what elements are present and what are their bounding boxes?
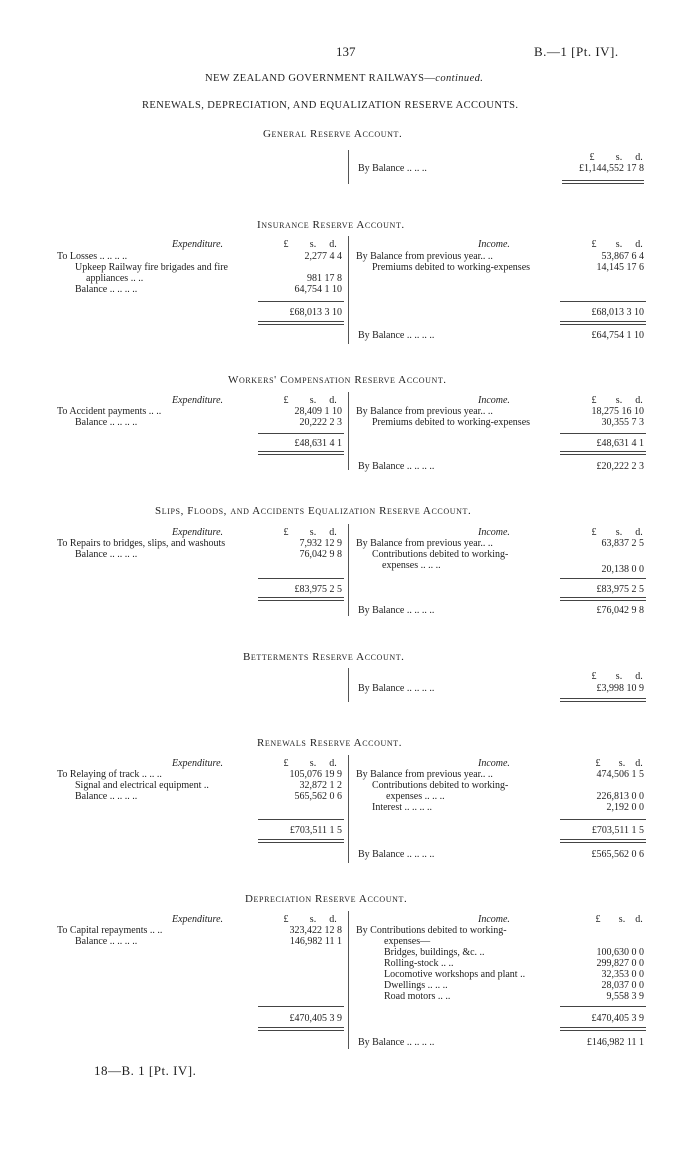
col-head-shillings: s. bbox=[309, 239, 317, 250]
col-head-pence: d. bbox=[329, 239, 337, 250]
col-head-shillings: s. bbox=[309, 758, 317, 769]
by-balance-label: By Balance .. .. .. .. bbox=[358, 683, 435, 694]
rule bbox=[562, 180, 644, 184]
expenditure-heading: Expenditure. bbox=[172, 758, 224, 769]
expenditure-amount: 20,222 2 3 bbox=[299, 417, 342, 428]
income-line: Bridges, buildings, &c. .. bbox=[384, 947, 485, 958]
expenditure-amount: 28,409 1 10 bbox=[294, 406, 342, 417]
by-balance-label: By Balance .. .. .. .. bbox=[358, 461, 435, 472]
expenditure-line: To Repairs to bridges, slips, and washouts bbox=[57, 538, 226, 549]
total-amount: £470,405 3 9 bbox=[289, 1013, 342, 1024]
income-amount: 9,558 3 9 bbox=[606, 991, 644, 1002]
total-amount: £703,511 1 5 bbox=[289, 825, 342, 836]
income-line: Premiums debited to working-expenses bbox=[372, 417, 531, 428]
total-amount: £48,631 4 1 bbox=[596, 438, 644, 449]
income-line: Contributions debited to working- bbox=[372, 549, 509, 560]
rule bbox=[258, 597, 344, 601]
section-title-general: General Reserve Account. bbox=[263, 128, 403, 140]
expenditure-heading: Expenditure. bbox=[172, 527, 224, 538]
income-amount: 299,827 0 0 bbox=[596, 958, 644, 969]
expenditure-line: To Accident payments .. .. bbox=[57, 406, 162, 417]
rule bbox=[258, 451, 344, 455]
income-line: By Balance from previous year.. .. bbox=[356, 538, 493, 549]
col-head-pounds: £ bbox=[589, 152, 595, 163]
by-balance-label: By Balance .. .. .. bbox=[358, 163, 427, 174]
expenditure-amount: 146,982 11 1 bbox=[289, 936, 342, 947]
income-line: expenses .. .. .. bbox=[382, 560, 441, 571]
col-head-pounds: £ bbox=[283, 527, 289, 538]
col-head-shillings: s. bbox=[615, 527, 623, 538]
income-line: Interest .. .. .. .. bbox=[372, 802, 432, 813]
col-head-shillings: s. bbox=[615, 152, 623, 163]
rule bbox=[560, 451, 646, 455]
income-line: Premiums debited to working-expenses bbox=[372, 262, 531, 273]
rule bbox=[560, 301, 646, 302]
income-amount: 30,355 7 3 bbox=[601, 417, 644, 428]
col-head-shillings: s. bbox=[309, 395, 317, 406]
total-amount: £703,511 1 5 bbox=[591, 825, 644, 836]
income-line: Dwellings .. .. .. bbox=[384, 980, 448, 991]
income-line: By Balance from previous year.. .. bbox=[356, 406, 493, 417]
rule bbox=[560, 1006, 646, 1007]
col-head-pence: d. bbox=[329, 914, 337, 925]
rule bbox=[258, 301, 344, 302]
rule bbox=[258, 1027, 344, 1031]
expenditure-amount: 7,932 12 9 bbox=[299, 538, 342, 549]
income-line: By Balance from previous year.. .. bbox=[356, 769, 493, 780]
rule bbox=[258, 433, 344, 434]
expenditure-line: Balance .. .. .. .. bbox=[75, 791, 138, 802]
by-balance-amount: £565,562 0 6 bbox=[591, 849, 644, 860]
total-amount: £68,013 3 10 bbox=[289, 307, 342, 318]
section-title-insurance: Insurance Reserve Account. bbox=[257, 219, 405, 231]
ledger-divider bbox=[348, 755, 349, 863]
income-heading: Income. bbox=[478, 239, 510, 250]
income-amount: 32,353 0 0 bbox=[601, 969, 644, 980]
by-balance-amount: £3,998 10 9 bbox=[596, 683, 644, 694]
income-line: Locomotive workshops and plant .. bbox=[384, 969, 526, 980]
col-head-pence: d. bbox=[635, 527, 643, 538]
expenditure-heading: Expenditure. bbox=[172, 239, 224, 250]
expenditure-line: To Capital repayments .. .. bbox=[57, 925, 163, 936]
income-amount: 18,275 16 10 bbox=[591, 406, 644, 417]
income-amount: 63,837 2 5 bbox=[601, 538, 644, 549]
ledger-divider bbox=[348, 150, 349, 184]
col-head-shillings: s. bbox=[309, 914, 317, 925]
col-head-shillings: s. bbox=[618, 758, 626, 769]
expenditure-line: appliances .. .. bbox=[86, 273, 144, 284]
income-line: expenses— bbox=[384, 936, 431, 947]
section-title-depreciation: Depreciation Reserve Account. bbox=[245, 893, 408, 905]
by-balance-label: By Balance .. .. .. .. bbox=[358, 330, 435, 341]
by-balance-label: By Balance .. .. .. .. bbox=[358, 1037, 435, 1048]
expenditure-line: Upkeep Railway fire brigades and fire bbox=[75, 262, 228, 273]
expenditure-amount: 32,872 1 2 bbox=[299, 780, 342, 791]
income-amount: 53,867 6 4 bbox=[601, 251, 644, 262]
col-head-pounds: £ bbox=[595, 914, 601, 925]
col-head-pounds: £ bbox=[283, 914, 289, 925]
income-amount: 226,813 0 0 bbox=[596, 791, 644, 802]
ledger-divider bbox=[348, 236, 349, 344]
ledger-divider bbox=[348, 911, 349, 1049]
income-heading: Income. bbox=[478, 758, 510, 769]
rule bbox=[258, 1006, 344, 1007]
col-head-pence: d. bbox=[635, 395, 643, 406]
expenditure-amount: 2,277 4 4 bbox=[304, 251, 342, 262]
page-signature: 18—B. 1 [Pt. IV]. bbox=[94, 1063, 197, 1078]
income-line: Rolling-stock .. .. bbox=[384, 958, 454, 969]
col-head-pounds: £ bbox=[591, 671, 597, 682]
income-line: By Balance from previous year.. .. bbox=[356, 251, 493, 262]
col-head-shillings: s. bbox=[618, 914, 626, 925]
income-amount: 100,630 0 0 bbox=[596, 947, 644, 958]
section-title-slips: Slips, Floods, and Accidents Equalization Reserve Account. bbox=[155, 505, 472, 517]
income-line: Road motors .. .. bbox=[384, 991, 451, 1002]
col-head-pounds: £ bbox=[595, 758, 601, 769]
by-balance-amount: £76,042 9 8 bbox=[596, 605, 644, 616]
rule bbox=[560, 819, 646, 820]
ledger-divider bbox=[348, 668, 349, 702]
document-reference: B.—1 [Pt. IV]. bbox=[534, 44, 619, 59]
col-head-pounds: £ bbox=[283, 239, 289, 250]
col-head-shillings: s. bbox=[309, 527, 317, 538]
col-head-pounds: £ bbox=[283, 395, 289, 406]
expenditure-line: Balance .. .. .. .. bbox=[75, 936, 138, 947]
col-head-pence: d. bbox=[329, 527, 337, 538]
expenditure-amount: 981 17 8 bbox=[307, 273, 342, 284]
income-amount: 474,506 1 5 bbox=[596, 769, 644, 780]
expenditure-amount: 105,076 19 9 bbox=[289, 769, 342, 780]
income-amount: 2,192 0 0 bbox=[606, 802, 644, 813]
rule bbox=[258, 578, 344, 579]
expenditure-amount: 64,754 1 10 bbox=[294, 284, 342, 295]
income-amount: 20,138 0 0 bbox=[601, 564, 644, 575]
expenditure-line: To Losses .. .. .. .. bbox=[57, 251, 128, 262]
col-head-shillings: s. bbox=[615, 239, 623, 250]
col-head-pounds: £ bbox=[591, 239, 597, 250]
col-head-shillings: s. bbox=[615, 395, 623, 406]
by-balance-amount: £146,982 11 1 bbox=[586, 1037, 644, 1048]
rule bbox=[560, 433, 646, 434]
col-head-pence: d. bbox=[635, 239, 643, 250]
income-heading: Income. bbox=[478, 914, 510, 925]
expenditure-line: Balance .. .. .. .. bbox=[75, 284, 138, 295]
col-head-pounds: £ bbox=[283, 758, 289, 769]
running-title-main: NEW ZEALAND GOVERNMENT RAILWAYS— bbox=[205, 73, 436, 84]
rule bbox=[258, 819, 344, 820]
col-head-pence: d. bbox=[635, 758, 643, 769]
expenditure-line: Balance .. .. .. .. bbox=[75, 549, 138, 560]
income-heading: Income. bbox=[478, 527, 510, 538]
expenditure-amount: 565,562 0 6 bbox=[294, 791, 342, 802]
section-title-renewals: Renewals Reserve Account. bbox=[257, 737, 403, 749]
col-head-pence: d. bbox=[329, 395, 337, 406]
total-amount: £68,013 3 10 bbox=[591, 307, 644, 318]
income-line: By Contributions debited to working- bbox=[356, 925, 507, 936]
by-balance-amount: £20,222 2 3 bbox=[596, 461, 644, 472]
total-amount: £83,975 2 5 bbox=[596, 584, 644, 595]
expenditure-line: Signal and electrical equipment .. bbox=[75, 780, 209, 791]
col-head-pounds: £ bbox=[591, 527, 597, 538]
income-amount: 14,145 17 6 bbox=[596, 262, 644, 273]
expenditure-line: Balance .. .. .. .. bbox=[75, 417, 138, 428]
rule bbox=[258, 321, 344, 325]
income-heading: Income. bbox=[478, 395, 510, 406]
col-head-pounds: £ bbox=[591, 395, 597, 406]
ledger-divider bbox=[348, 524, 349, 616]
rule bbox=[560, 578, 646, 579]
col-head-pence: d. bbox=[635, 671, 643, 682]
expenditure-amount: 323,422 12 8 bbox=[289, 925, 342, 936]
income-line: expenses .. .. .. bbox=[386, 791, 445, 802]
expenditure-line: To Relaying of track .. .. .. bbox=[57, 769, 162, 780]
by-balance-label: By Balance .. .. .. .. bbox=[358, 849, 435, 860]
by-balance-amount: £64,754 1 10 bbox=[591, 330, 644, 341]
expenditure-heading: Expenditure. bbox=[172, 395, 224, 406]
rule bbox=[560, 698, 646, 702]
expenditure-heading: Expenditure. bbox=[172, 914, 224, 925]
rule bbox=[560, 597, 646, 601]
rule bbox=[560, 1027, 646, 1031]
col-head-pence: d. bbox=[329, 758, 337, 769]
section-title-workers: Workers' Compensation Reserve Account. bbox=[228, 374, 447, 386]
by-balance-label: By Balance .. .. .. .. bbox=[358, 605, 435, 616]
running-title-continued: continued. bbox=[435, 73, 484, 84]
col-head-shillings: s. bbox=[615, 671, 623, 682]
section-title-betterments: Betterments Reserve Account. bbox=[243, 651, 405, 663]
col-head-pence: d. bbox=[635, 152, 643, 163]
rule bbox=[560, 321, 646, 325]
by-balance-amount: £1,144,552 17 8 bbox=[579, 163, 644, 174]
total-amount: £83,975 2 5 bbox=[294, 584, 342, 595]
income-line: Contributions debited to working- bbox=[372, 780, 509, 791]
income-amount: 28,037 0 0 bbox=[601, 980, 644, 991]
total-amount: £48,631 4 1 bbox=[294, 438, 342, 449]
page-subtitle: RENEWALS, DEPRECIATION, AND EQUALIZATION RESERVE ACCOUNTS. bbox=[142, 100, 519, 111]
ledger-divider bbox=[348, 392, 349, 470]
total-amount: £470,405 3 9 bbox=[591, 1013, 644, 1024]
expenditure-amount: 76,042 9 8 bbox=[299, 549, 342, 560]
col-head-pence: d. bbox=[635, 914, 643, 925]
rule bbox=[258, 839, 344, 843]
rule bbox=[560, 839, 646, 843]
page-number: 137 bbox=[336, 44, 356, 59]
running-title bbox=[205, 73, 483, 84]
